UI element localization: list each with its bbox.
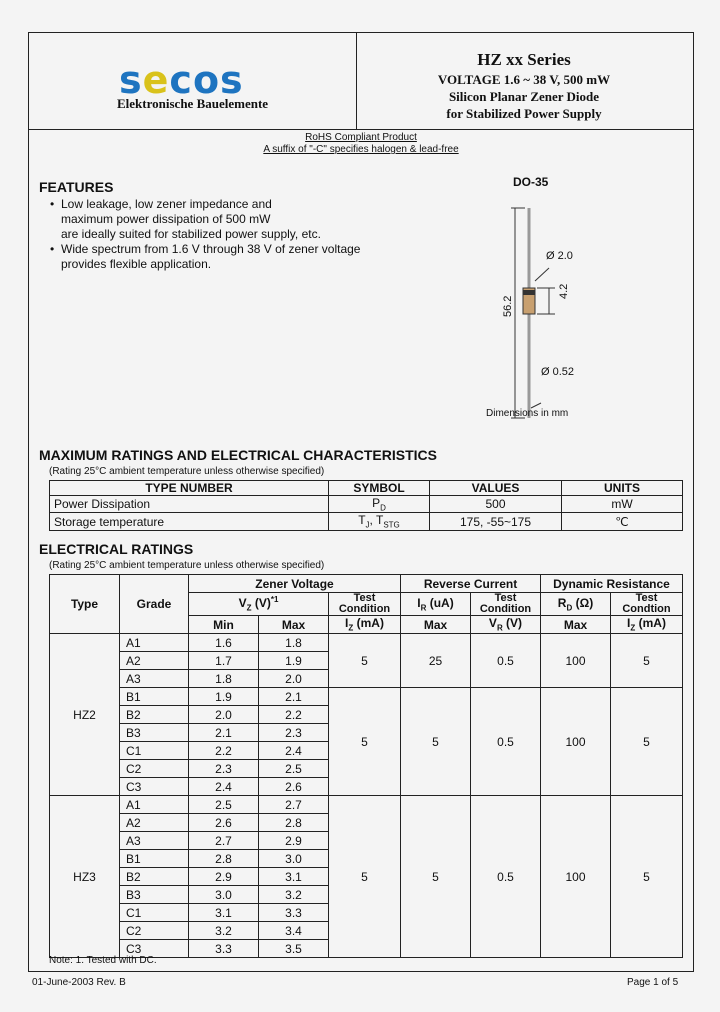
col-iz: $I_Z$ (mA) — [611, 616, 683, 634]
vz-min-cell: 2.0 — [189, 706, 259, 724]
logo-subtitle: Elektronische Bauelemente — [117, 96, 269, 111]
test-iz-cell: 5 — [329, 796, 401, 958]
vz-min-cell: 2.1 — [189, 724, 259, 742]
rohs-notice — [29, 132, 693, 156]
col-iz: $I_Z$ (mA) — [329, 616, 401, 634]
grade-cell: B3 — [120, 724, 189, 742]
table-row — [50, 796, 683, 814]
symbol-subscript: D — [380, 503, 386, 513]
vz-min-cell: 3.1 — [189, 904, 259, 922]
dimensions-note: Dimensions in mm — [486, 408, 569, 419]
grade-cell: C1 — [120, 742, 189, 760]
vz-min-cell: 2.9 — [189, 868, 259, 886]
ir-max-cell: 5 — [401, 796, 471, 958]
grade-cell: C3 — [120, 940, 189, 958]
logo-letter: c — [169, 58, 193, 102]
test-iz-cell: 5 — [329, 634, 401, 688]
vz-max-cell: 2.8 — [259, 814, 329, 832]
table-row — [50, 496, 683, 513]
test-vr-cell: 0.5 — [471, 688, 541, 796]
grade-cell: C3 — [120, 778, 189, 796]
col-max: Max — [541, 616, 611, 634]
param-unit: ℃ — [562, 513, 683, 530]
vz-max-cell: 2.0 — [259, 670, 329, 688]
vz-min-cell: 1.8 — [189, 670, 259, 688]
grade-cell: B1 — [120, 688, 189, 706]
grade-cell: C2 — [120, 760, 189, 778]
test-iz-cell: 5 — [611, 796, 683, 958]
header-column-divider — [356, 33, 357, 129]
max-ratings-table — [49, 480, 683, 531]
max-ratings-note: (Rating 25°C ambient temperature unless otherwise specified) — [49, 466, 325, 477]
table-header-row — [50, 575, 683, 593]
type-cell: HZ2 — [50, 634, 120, 796]
symbol-subscript: STG — [383, 520, 400, 530]
col-dynamic-resistance: Dynamic Resistance — [541, 575, 683, 593]
test-vr-cell: 0.5 — [471, 796, 541, 958]
vz-min-cell: 2.5 — [189, 796, 259, 814]
voltage-line: VOLTAGE 1.6 ~ 38 V, 500 mW — [437, 72, 611, 87]
grade-cell: A1 — [120, 634, 189, 652]
col-symbol: SYMBOL — [329, 481, 430, 496]
series-title: HZ xx Series — [477, 50, 571, 69]
test-iz-cell: 5 — [329, 688, 401, 796]
header-divider — [29, 129, 693, 130]
symbol-text: P — [372, 496, 381, 510]
col-units: UNITS — [562, 481, 683, 496]
vz-max-cell: 2.1 — [259, 688, 329, 706]
grade-cell: C2 — [120, 922, 189, 940]
table-row — [50, 634, 683, 652]
secos-logo — [119, 58, 244, 102]
col-reverse-current: Reverse Current — [401, 575, 541, 593]
vz-min-cell: 3.3 — [189, 940, 259, 958]
vz-max-cell: 2.5 — [259, 760, 329, 778]
vz-max-cell: 3.5 — [259, 940, 329, 958]
rd-max-cell: 100 — [541, 688, 611, 796]
col-values: VALUES — [430, 481, 562, 496]
col-max: Max — [259, 616, 329, 634]
bullet-icon: • — [50, 242, 55, 256]
param-value: 500 — [430, 496, 562, 513]
application-line: for Stabilized Power Supply — [446, 106, 602, 121]
param-unit: mW — [562, 496, 683, 513]
param-value: 175, -55~175 — [430, 513, 562, 530]
feature-2-line-1: Wide spectrum from 1.6 V through 38 V of zener voltage — [61, 242, 361, 256]
vz-max-cell: 2.6 — [259, 778, 329, 796]
vz-min-cell: 2.2 — [189, 742, 259, 760]
rd-max-cell: 100 — [541, 634, 611, 688]
vz-max-cell: 3.3 — [259, 904, 329, 922]
vz-max-cell: 2.3 — [259, 724, 329, 742]
rohs-line2: A suffix of "-C" specifies halogen & lead-free — [263, 144, 459, 155]
col-zener-voltage: Zener Voltage — [189, 575, 401, 593]
vz-max-cell: 3.4 — [259, 922, 329, 940]
grade-cell: A3 — [120, 670, 189, 688]
param-symbol — [329, 513, 430, 530]
logo-letter: s — [119, 58, 143, 102]
feature-1-line-3: are ideally suited for stabilized power supply, etc. — [61, 227, 321, 241]
ir-max-cell: 25 — [401, 634, 471, 688]
electrical-ratings-table — [49, 574, 683, 958]
col-vz: $V_Z$ $(V)^{*1}$ — [189, 593, 329, 616]
rd-max-cell: 100 — [541, 796, 611, 958]
vz-max-cell: 2.9 — [259, 832, 329, 850]
vz-min-cell: 1.7 — [189, 652, 259, 670]
logo-letter: o — [192, 58, 221, 102]
vz-max-cell: 2.2 — [259, 706, 329, 724]
vz-max-cell: 2.4 — [259, 742, 329, 760]
vz-min-cell: 3.0 — [189, 886, 259, 904]
symbol-text: T — [358, 513, 366, 528]
param-name: Storage temperature — [50, 513, 329, 530]
grade-cell: A2 — [120, 652, 189, 670]
grade-cell: B3 — [120, 886, 189, 904]
dim-body-length: 4.2 — [558, 283, 570, 299]
vz-min-cell: 2.7 — [189, 832, 259, 850]
grade-cell: A3 — [120, 832, 189, 850]
table-header-row — [50, 481, 683, 496]
feature-item-2 — [47, 242, 360, 272]
vz-min-cell: 1.9 — [189, 688, 259, 706]
test-vr-cell: 0.5 — [471, 634, 541, 688]
dim-body-diameter: Ø 2.0 — [546, 250, 573, 262]
max-ratings-heading: MAXIMUM RATINGS AND ELECTRICAL CHARACTERISTICS — [39, 447, 437, 463]
vz-max-cell: 3.2 — [259, 886, 329, 904]
col-type: Type — [50, 575, 120, 634]
grade-cell: A1 — [120, 796, 189, 814]
vz-min-cell: 2.3 — [189, 760, 259, 778]
package-name: DO-35 — [513, 175, 549, 189]
grade-cell: A2 — [120, 814, 189, 832]
dim-lead-diameter: Ø 0.52 — [541, 366, 575, 378]
features-heading: FEATURES — [39, 179, 114, 195]
footer-page: Page 1 of 5 — [627, 977, 679, 988]
param-symbol — [329, 496, 430, 513]
grade-cell: B2 — [120, 868, 189, 886]
electrical-ratings-note: (Rating 25°C ambient temperature unless otherwise specified) — [49, 560, 325, 571]
type-cell: HZ3 — [50, 796, 120, 958]
grade-cell: B1 — [120, 850, 189, 868]
col-test-condition: Test Condition — [471, 593, 541, 616]
vz-min-cell: 2.6 — [189, 814, 259, 832]
vz-max-cell: 2.7 — [259, 796, 329, 814]
vz-min-cell: 2.8 — [189, 850, 259, 868]
vz-max-cell: 1.8 — [259, 634, 329, 652]
bullet-icon: • — [50, 197, 55, 211]
grade-cell: B2 — [120, 706, 189, 724]
param-name: Power Dissipation — [50, 496, 329, 513]
col-ir: $I_R$ (uA) — [401, 593, 471, 616]
vz-max-cell: 1.9 — [259, 652, 329, 670]
feature-2-line-2: provides flexible application. — [61, 257, 212, 271]
rohs-line1: RoHS Compliant Product — [305, 132, 417, 143]
test-iz-cell: 5 — [611, 688, 683, 796]
col-type-number: TYPE NUMBER — [50, 481, 329, 496]
logo-letter: s — [220, 58, 244, 102]
vz-min-cell: 2.4 — [189, 778, 259, 796]
test-iz-cell: 5 — [611, 634, 683, 688]
series-block — [359, 49, 689, 122]
logo-letter: e — [142, 58, 170, 102]
table-row — [50, 688, 683, 706]
symbol-subscript: J — [365, 520, 370, 530]
feature-1-line-1: Low leakage, low zener impedance and — [61, 197, 272, 211]
features-list — [47, 197, 360, 272]
datasheet-page — [28, 32, 694, 972]
feature-item-1 — [47, 197, 360, 242]
col-vr: $V_R$ (V) — [471, 616, 541, 634]
vz-max-cell: 3.0 — [259, 850, 329, 868]
feature-1-line-2: maximum power dissipation of 500 mW — [61, 212, 271, 226]
col-rd: $R_D$ (Ω) — [541, 593, 611, 616]
footer-date: 01-June-2003 Rev. B — [32, 977, 126, 988]
device-type-line: Silicon Planar Zener Diode — [448, 89, 600, 104]
ir-max-cell: 5 — [401, 688, 471, 796]
grade-cell: C1 — [120, 904, 189, 922]
dim-total-length: 56.2 — [502, 295, 514, 317]
vz-max-cell: 3.1 — [259, 868, 329, 886]
electrical-ratings-heading: ELECTRICAL RATINGS — [39, 541, 194, 557]
col-min: Min — [189, 616, 259, 634]
table-row — [50, 513, 683, 530]
footnote: Note: 1. Tested with DC. — [49, 955, 157, 966]
col-test-condition: Test Condtion — [611, 593, 683, 616]
col-max: Max — [401, 616, 471, 634]
col-test-condition: Test Condition — [329, 593, 401, 616]
vz-min-cell: 1.6 — [189, 634, 259, 652]
symbol-text: , T — [369, 513, 384, 528]
vz-min-cell: 3.2 — [189, 922, 259, 940]
col-grade: Grade — [120, 575, 189, 634]
